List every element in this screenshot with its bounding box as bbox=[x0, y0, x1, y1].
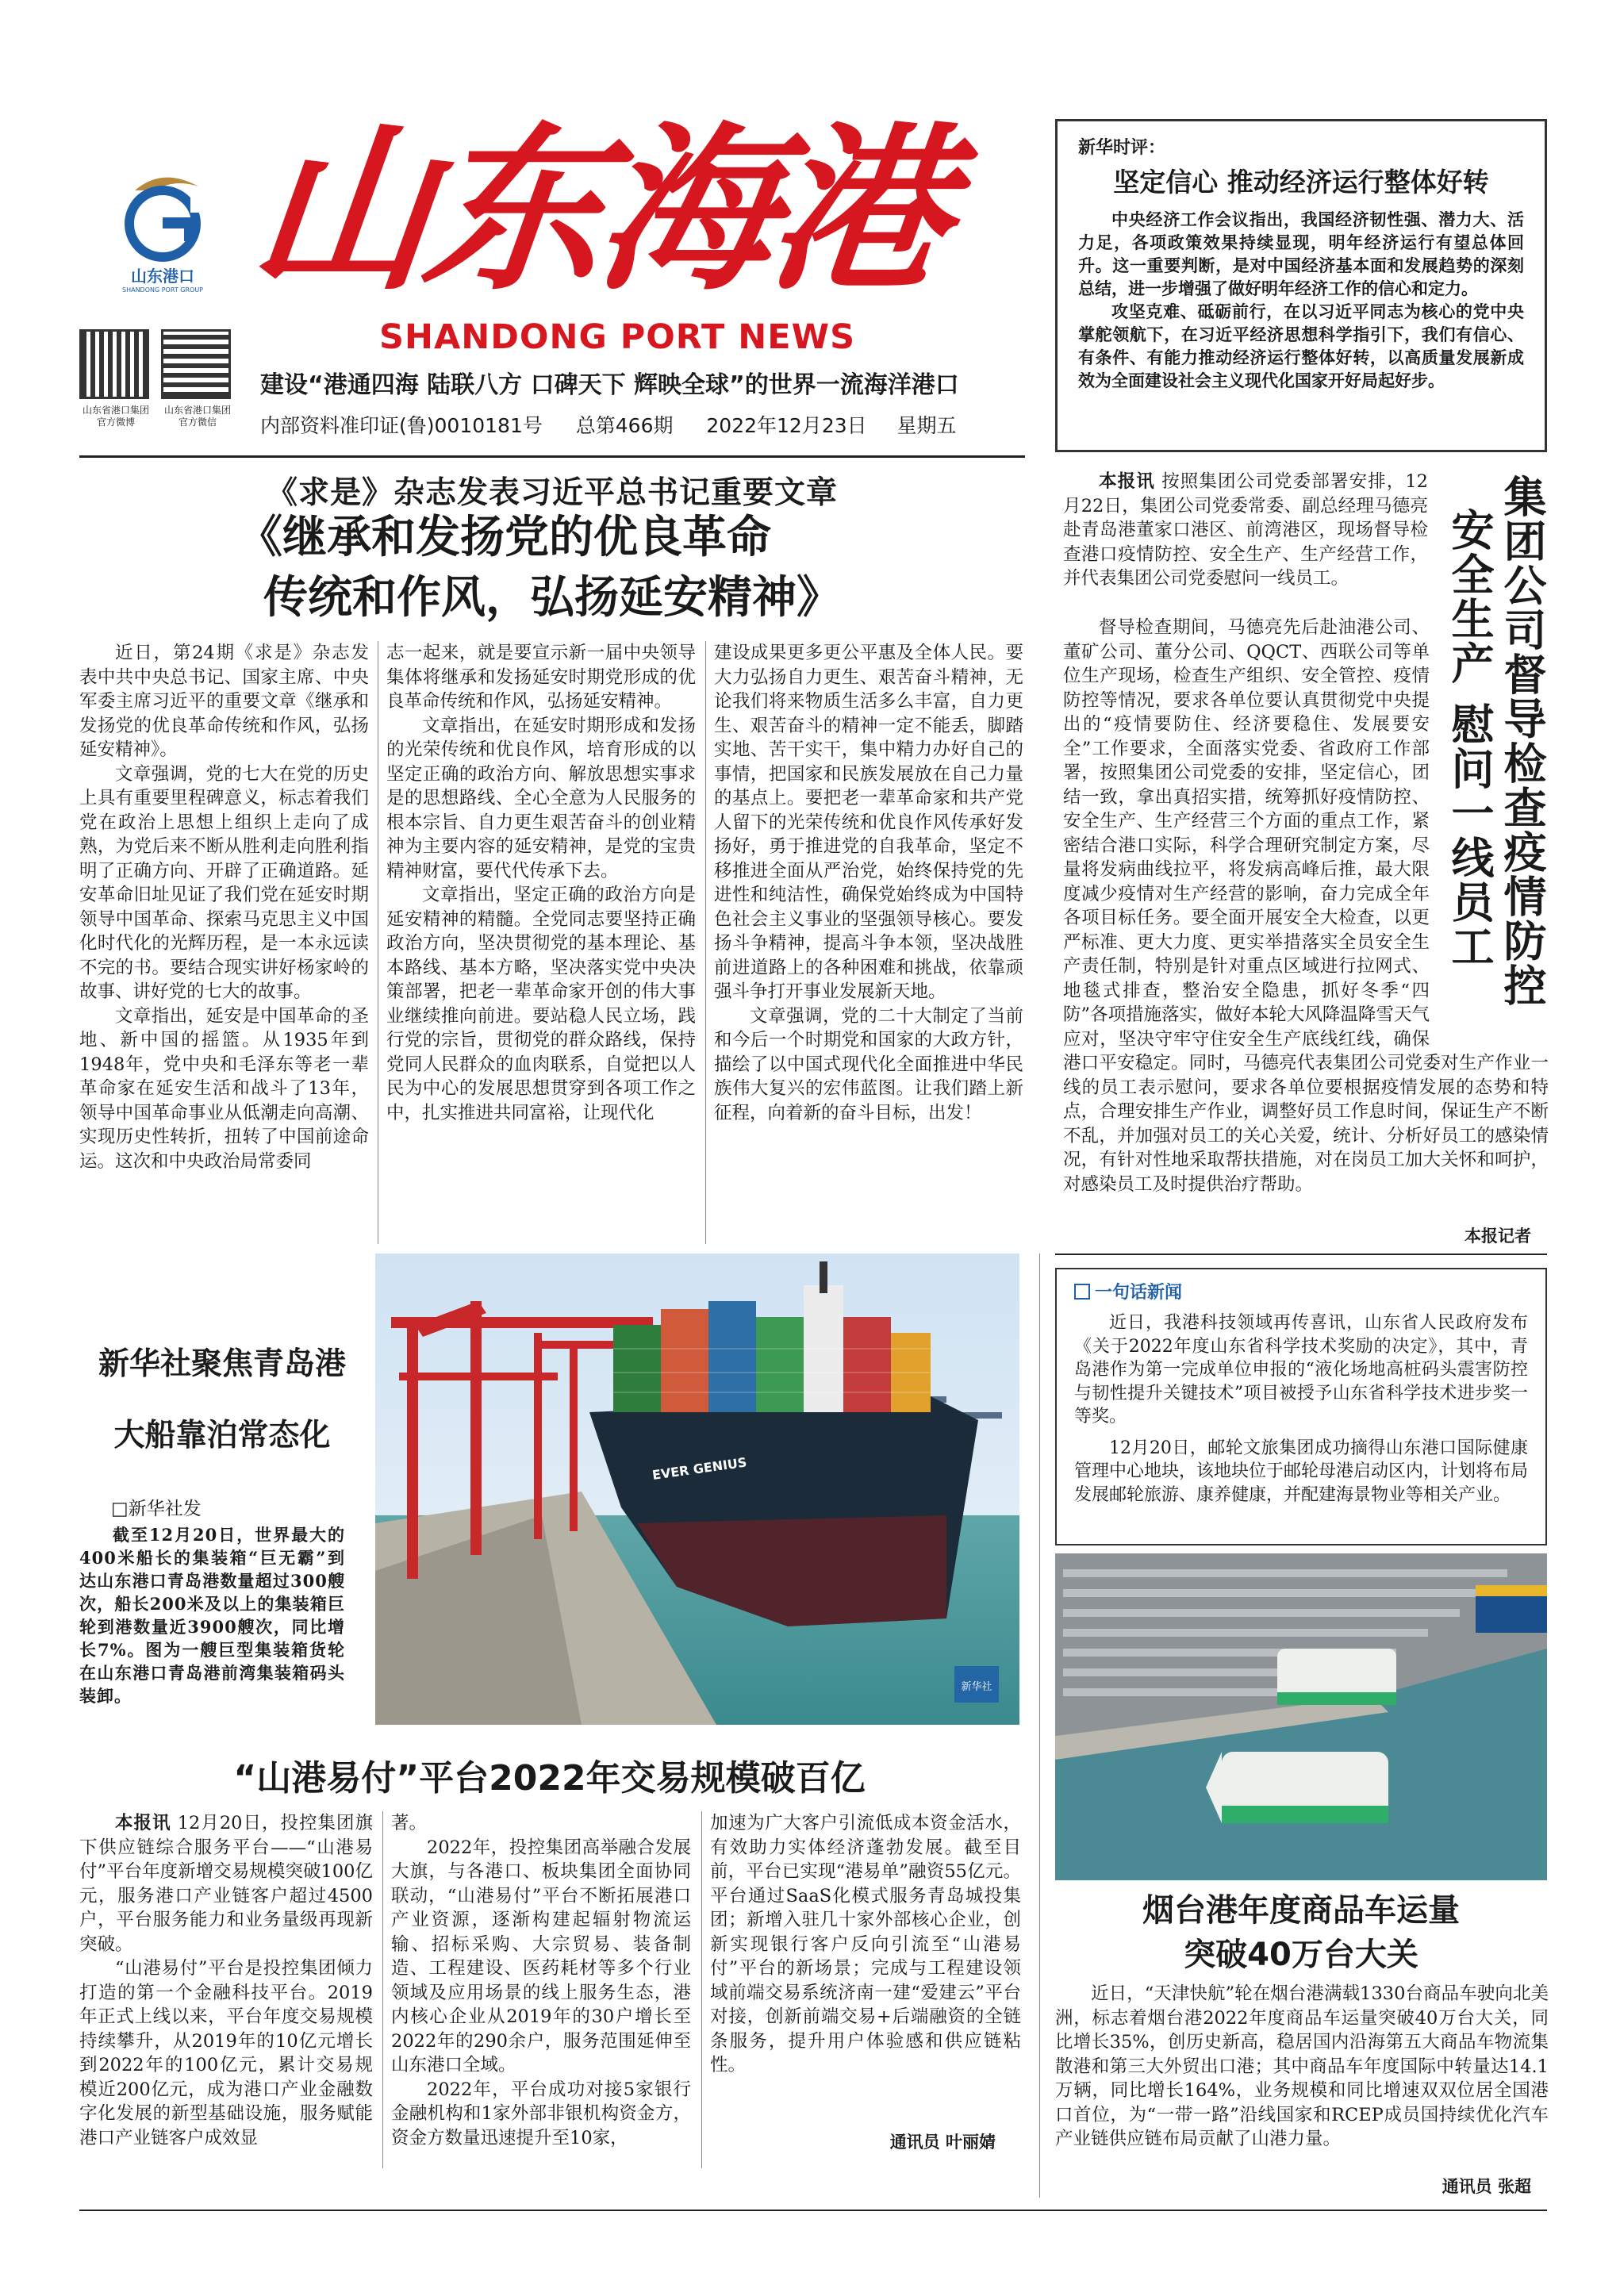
newspaper-title-en: SHANDONG PORT NEWS bbox=[379, 317, 856, 357]
masthead bbox=[0, 0, 1063, 468]
lead-col2-p2: 文章指出，在延安时期形成和发扬的光荣传统和优良作风，培育形成的以坚定正确的政治方向、解放思想实事求是的思想路线、全心全意为人民服务的根本宗旨、自力更生艰苦奋斗的创业精神为主要内容的延安精神，是党的宝贵精神财富，要代代传承下去。 bbox=[386, 715, 696, 881]
lead-col2-p1: 志一起来，就是要宣示新一届中央领导集体将继承和发扬延安时期党形成的优良革命传统和作风，弘扬延安精神。 bbox=[386, 643, 696, 712]
payment-byline: 通讯员 叶丽婧 bbox=[889, 2133, 996, 2152]
briefs-header bbox=[1074, 1279, 1528, 1303]
shandong-port-logo bbox=[111, 167, 214, 294]
photo-story-caption: 截至12月20日，世界最大的400米船长的集装箱“巨无霸”到达山东港口青岛港数量超过300艘次，船长200米及以上的集装箱巨轮到港数量近3900艘次，同比增长7%。图为一艘巨型集装箱货轮在山东港口青岛港前湾集装箱码头装卸。 bbox=[79, 1525, 345, 1706]
commentary-title: 坚定信心 推动经济运行整体好转 bbox=[1113, 167, 1489, 198]
payment-col-1 bbox=[79, 1811, 373, 2150]
license-number: 内部资料准印证(鲁)0010181号 bbox=[260, 414, 543, 437]
payment-col-2 bbox=[391, 1811, 691, 2150]
inspection-byline: 本报记者 bbox=[1465, 1227, 1531, 1246]
photo-watermark: 新华社 bbox=[961, 1681, 992, 1693]
payment-divider-2 bbox=[701, 1811, 702, 2168]
container-ship-photo bbox=[375, 1254, 1019, 1725]
payment-col2-p2: 2022年，投控集团高举融合发展大旗，与各港口、板块集团全面协同联动，“山港易付”平台不断拓展港口产业资源，逐渐构建起辐射物流运输、招标采购、大宗贸易、装备制造、工程建设、医药耗材等多个行业领域及应用场景的线上服务生态，港内核心企业从2019年的30户增长至2022年的290余户，服务范围延伸至山东港口全域。 bbox=[391, 1837, 691, 2075]
yantai-title-line1: 烟台港年度商品车运量 bbox=[1142, 1892, 1460, 1929]
briefs-square-icon bbox=[1074, 1284, 1090, 1300]
photo-story-source: □新华社发 bbox=[111, 1499, 202, 1519]
commentary-box bbox=[1055, 119, 1547, 452]
inspection-body bbox=[1063, 616, 1549, 1196]
inspection-p1 bbox=[1063, 470, 1428, 591]
issue-number: 总第466期 bbox=[575, 414, 674, 437]
issue-info bbox=[260, 410, 957, 439]
logo-text: 山东港口 bbox=[131, 267, 194, 286]
commentary-kicker: 新华时评： bbox=[1078, 138, 1166, 158]
lead-col-3 bbox=[714, 641, 1023, 1125]
issue-date: 2022年12月23日 bbox=[706, 414, 867, 437]
payment-divider-1 bbox=[382, 1811, 383, 2168]
inspection-title-col2: 安全生产 慰问一线员工 bbox=[1445, 508, 1495, 969]
briefs-p1: 近日，我港科技领域再传喜讯，山东省人民政府发布《关于2022年度山东省科学技术奖励的决定》，其中，青岛港作为第一完成单位申报的“液化场地高桩码头震害防控与韧性提升关键技术”项目被授予山东省科学技术进步奖一等奖。 bbox=[1074, 1313, 1528, 1426]
footer-rule bbox=[79, 2210, 1547, 2211]
logo-subtext: SHANDONG PORT GROUP bbox=[122, 286, 203, 294]
lead-col2-p3: 文章指出，坚定正确的政治方向是延安精神的精髓。全党同志要坚持正确政治方向，坚决贯彻党的基本理论、基本路线、基本方略，坚决落实党中央决策部署，把老一辈革命家开创的伟大事业继续推向前进。要站稳人民立场，践行党的宗旨，贯彻党的群众路线，保持党同人民群众的血肉联系，自觉把以人民为中心的发展思想贯穿到各项工作之中，扎实推进共同富裕，让现代化 bbox=[386, 885, 696, 1123]
lead-title bbox=[79, 508, 1025, 628]
payment-lead-label: 本报讯 bbox=[115, 1813, 171, 1833]
payment-col-3 bbox=[710, 1811, 1021, 2078]
photo-story-title-line2: 大船靠泊常态化 bbox=[113, 1418, 331, 1453]
lead-col1-p2: 文章强调，党的七大在党的历史上具有重要里程碑意义，标志着我们党在政治上思想上组织上走向了成熟，为党后来不断从胜利走向胜利指明了正确方向、开辟了正确道路。延安革命旧址见证了我们党在延安时期领导中国革命、探索马克思主义中国化时代化的光辉历程，是一本永远读不完的书。要结合现实讲好杨家岭的故事、讲好党的七大的故事。 bbox=[79, 763, 369, 1002]
commentary-p2: 攻坚克难、砥砺前行，在以习近平同志为核心的党中央掌舵领航下，在习近平经济思想科学指引下，我们有信心、有条件、有能力推动经济运行整体好转，以高质量发展新成效为全面建设社会主义现代化国家开好局起好步。 bbox=[1078, 302, 1524, 390]
slogan: 建设“港通四海 陆联八方 口碑天下 辉映全球”的世界一流海洋港口 bbox=[260, 371, 959, 399]
yantai-port-photo bbox=[1055, 1553, 1547, 1880]
lead-col3-p2: 文章强调，党的二十大制定了当前和今后一个时期党和国家的大政方针，描绘了以中国式现代化全面推进中华民族伟大复兴的宏伟蓝图。让我们踏上新征程，向着新的奋斗目标，出发！ bbox=[714, 1005, 1023, 1123]
inspection-title-col1: 集团公司督导检查疫情防控 bbox=[1497, 474, 1547, 1008]
inspection-body-top bbox=[1063, 470, 1428, 591]
lead-title-line1: 《继承和发扬党的优良革命 bbox=[238, 512, 771, 563]
lead-title-line2: 传统和作风，弘扬延安精神》 bbox=[263, 572, 841, 624]
payment-col3-p1: 加速为广大客户引流低成本资金活水，有效助力实体经济蓬勃发展。截至目前，平台已实现“港易单”融资55亿元。平台通过SaaS化模式服务青岛城投集团；新增入驻几十家外部核心企业，创新实现银行客户反向引流至“山港易付”平台的新场景；完成与工程建设领域前端交易系统济南一建“爱建云”平台对接，创新前端交易+后端融资的全链条服务，提升用户体验感和供应链粘性。 bbox=[710, 1813, 1021, 2075]
briefs-header-text: 一句话新闻 bbox=[1095, 1283, 1183, 1303]
ship-name-text: EVER GENIUS bbox=[651, 1454, 748, 1483]
photo-story-title bbox=[79, 1341, 365, 1460]
masthead-rule bbox=[79, 455, 1025, 458]
qr-code-weibo[interactable] bbox=[79, 329, 149, 399]
yantai-title-line2: 突破40万台大关 bbox=[1184, 1937, 1418, 1973]
payment-col1-p2: “山港易付”平台是投控集团倾力打造的第一个金融科技平台。2019年正式上线以来，平台年度交易规模持续攀升，从2019年的10亿元增长到2022年的100亿元，累计交易规模近200亿元，成为港口产业金融数字化发展的新型基础设施，服务赋能港口产业链客户成效显 bbox=[79, 1958, 373, 2148]
inspection-lead-label: 本报讯 bbox=[1099, 471, 1155, 492]
lead-col1-p3: 文章指出，延安是中国革命的圣地、新中国的摇篮。从1935年到1948年，党中央和毛泽东等老一辈革命家在延安生活和战斗了13年，领导中国革命事业从低潮走向高潮、实现历史性转折，扭转了中国前途命运。这次和中央政治局常委同 bbox=[79, 1005, 369, 1172]
inspection-p2: 督导检查期间，马德亮先后赴油港公司、董矿公司、董分公司、QQCT、西联公司等单位生产现场，检查生产组织、安全管控、疫情防控等情况，要求各单位要认真贯彻党中央提出的“疫情要防住、经济要稳住、发展要安全”工作要求，全面落实党委、省政府工作部署，按照集团公司党委的安排，坚定信心，团结一致，拿出真招实措，统筹抓好疫情防控、安全生产、生产经营三个方面的重点工作，紧密结合港口实际，科学合理研究制定方案，尽量将发病曲线拉平，将发病高峰后推，最大限度减少疫情对生产经营的影响，奋力完成全年各项目标任务。要全面开展安全大检查，以更严标准、更大力度、更实举措落实全员安全生产责任制，特别是针对重点区域进行拉网式、地毯式排查，整治安全隐患，抓好冬季“四防”各项措施落实，做好本轮大风降温降雪天气应对，坚决守牢守住安全生产底线红线，确保港口平安稳定。同时，马德亮代表集团公司党委对生产作业一线的员工表示慰问，要求各单位要根据疫情发展的态势和特点，合理安排生产作业，调整好员工作息时间，保证生产不断不乱，并加强对员工的关心关爱，统计、分析好员工的感染情况，有针对性地采取帮扶措施，对在岗员工加大关怀和呵护，对感染员工及时提供治疗帮助。 bbox=[1063, 617, 1549, 1195]
payment-col1-p1 bbox=[79, 1811, 373, 1956]
qr-label-wechat: 山东省港口集团官方微信 bbox=[163, 405, 231, 428]
commentary-p1: 中央经济工作会议指出，我国经济韧性强、潜力大、活力足，各项政策效果持续显现，明年经济运行有望总体回升。这一重要判断，是对中国经济基本面和发展趋势的深刻总结，进一步增强了做好明年经济工作的信心和定力。 bbox=[1078, 210, 1524, 298]
payment-col2-p1: 著。 bbox=[391, 1813, 428, 1833]
qr-code-wechat[interactable] bbox=[161, 329, 231, 399]
payment-title: “山港易付”平台2022年交易规模破百亿 bbox=[233, 1758, 866, 1799]
issue-weekday: 星期五 bbox=[896, 414, 957, 437]
photo-story-title-line1: 新华社聚焦青岛港 bbox=[98, 1346, 346, 1382]
lead-divider-2 bbox=[705, 641, 706, 1244]
payment-col1-p1-text: 12月20日，投控集团旗下供应链综合服务平台——“山港易付”平台年度新增交易规模突破100亿元，服务港口产业链客户超过4500户，平台服务能力和业务量级再现新突破。 bbox=[79, 1813, 373, 1955]
yantai-title bbox=[1055, 1888, 1547, 1977]
lead-col-2 bbox=[386, 641, 696, 1125]
payment-col2-p3: 2022年，平台成功对接5家银行金融机构和1家外部非银机构资金方，资金方数量迅速提升至10家， bbox=[391, 2079, 691, 2148]
briefs-p2: 12月20日，邮轮文旅集团成功摘得山东港口国际健康管理中心地块，该地块位于邮轮母港启动区内，计划将布局发展邮轮旅游、康养健康，并配建海景物业等相关产业。 bbox=[1074, 1438, 1529, 1505]
yantai-byline: 通讯员 张超 bbox=[1441, 2177, 1531, 2196]
main-column-divider bbox=[1039, 1254, 1040, 2198]
yantai-body bbox=[1055, 1982, 1549, 2152]
lead-col3-p1: 建设成果更多更公平惠及全体人民。要大力弘扬自力更生、艰苦奋斗精神，无论我们将来物质生活多么丰富，自力更生、艰苦奋斗的精神一定不能丢，脚踏实地、苦干实干，集中精力办好自己的事情，把国家和民族发展放在自己力量的基点上。要把老一辈革命家和共产党人留下的光荣传统和优良作风传承好发扬好，勇于推进党的自我革命，坚定不移推进全面从严治党，始终保持党的先进性和纯洁性，确保党始终成为中国特色社会主义事业的坚强领导核心。要发扬斗争精神，提高斗争本领，坚决战胜前进道路上的各种困难和挑战，依靠顽强斗争打开事业发展新天地。 bbox=[714, 643, 1023, 1002]
briefs-box bbox=[1055, 1268, 1547, 1545]
lead-col-1 bbox=[79, 641, 369, 1173]
newspaper-title: 山东海港 bbox=[243, 106, 954, 315]
yantai-text: 近日，“天津快航”轮在烟台港满载1330台商品车驶向北美洲，标志着烟台港2022年度商品车运量突破40万台大关，同比增长35%，创历史新高，稳居国内沿海第五大商品车物流集散港和第三大外贸出口港；其中商品车年度国际中转量达14.1万辆，同比增长164%，业务规模和同比增速双双位居全国港口首位，为“一带一路”沿线国家和RCEP成员国持续优化汽车产业链供应链布局贡献了山港力量。 bbox=[1055, 1983, 1549, 2149]
inspection-p1-text: 按照集团公司党委部署安排，12月22日，集团公司党委常委、副总经理马德亮赴青岛港董家口港区、前湾港区，现场督导检查港口疫情防控、安全生产、生产经营工作，并代表集团公司党委慰问一线员工。 bbox=[1063, 471, 1428, 589]
lead-kicker: 《求是》杂志发表习近平总书记重要文章 bbox=[266, 475, 838, 511]
section-rule-right bbox=[1055, 1254, 1547, 1255]
qr-label-weibo: 山东省港口集团官方微博 bbox=[82, 405, 149, 428]
lead-col1-p1: 近日，第24期《求是》杂志发表中共中央总书记、国家主席、中央军委主席习近平的重要文章《继承和发扬党的优良革命传统和作风，弘扬延安精神》。 bbox=[79, 643, 369, 760]
